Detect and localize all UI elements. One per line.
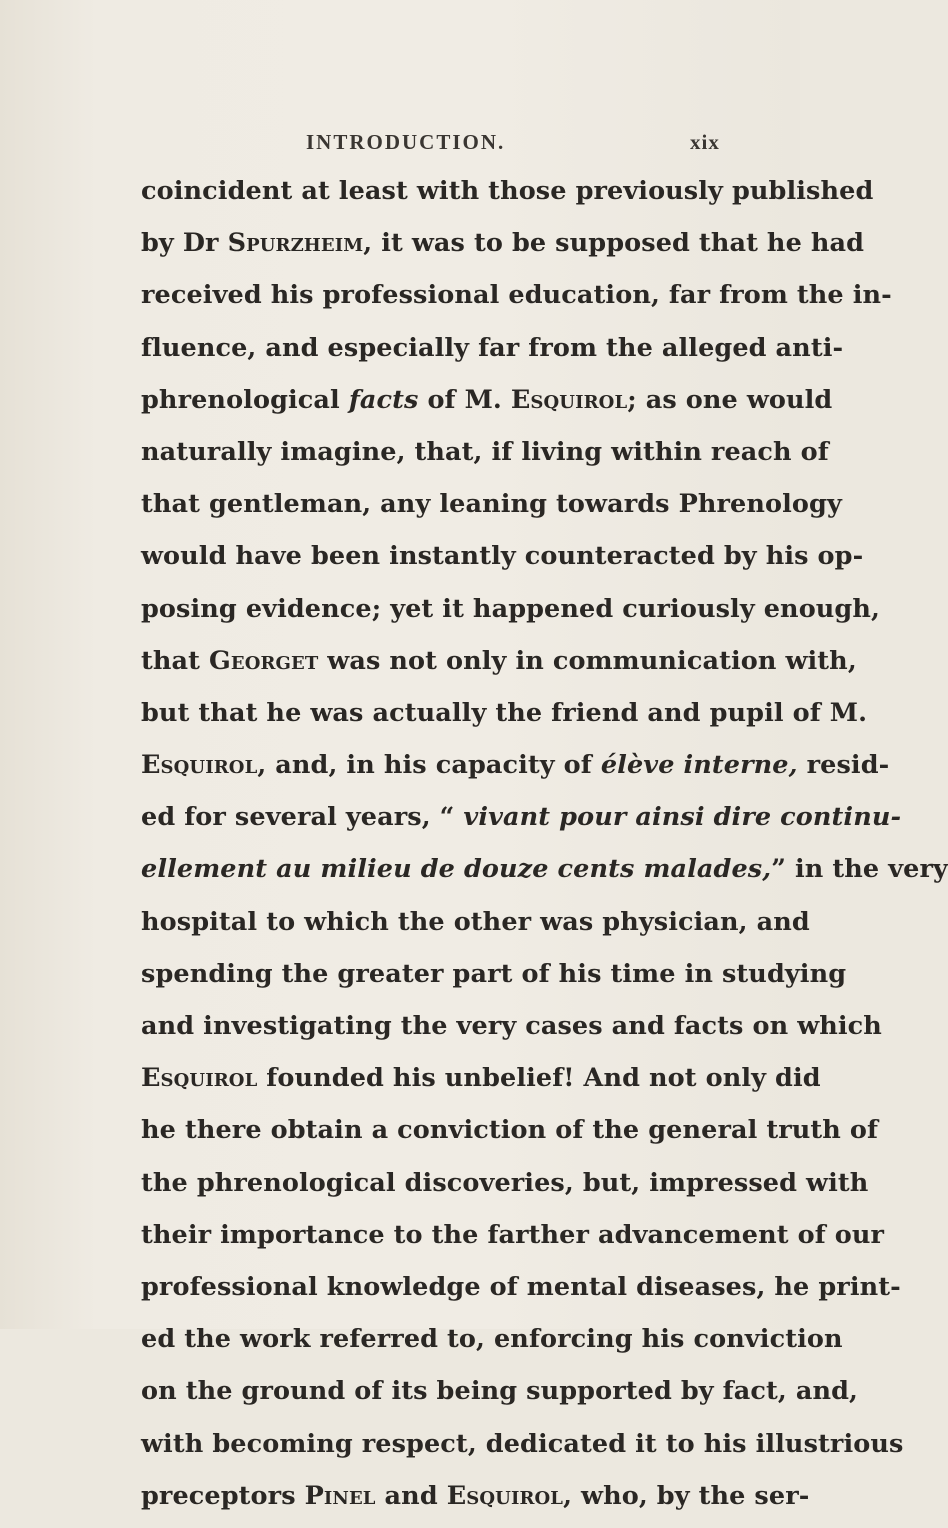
text-line: [141, 328, 844, 380]
text-segment: with becoming respect, dedicated it to his illustrious: [141, 1428, 904, 1459]
text-segment: ed for several years, “: [141, 802, 464, 833]
text-line: [141, 171, 874, 223]
small-caps-name: Georget: [209, 645, 319, 676]
text-segment: and investigating the very cases and facts on which: [141, 1011, 882, 1041]
text-segment: preceptors: [141, 1480, 305, 1511]
text-line: [141, 275, 892, 327]
text-segment: coincident at least with those previously published: [141, 176, 874, 206]
text-line: [141, 223, 865, 275]
text-segment: , it was to be supposed that he had: [363, 228, 865, 259]
text-segment: spending the greater part of his time in studying: [141, 958, 847, 989]
text-line: [141, 954, 847, 1006]
text-segment: that: [141, 645, 209, 676]
text-line: [141, 693, 868, 745]
text-line: [141, 1371, 859, 1423]
text-segment: hospital to which the other was physician, and: [141, 906, 810, 937]
text-line: [141, 1110, 879, 1162]
italic-text: élève interne,: [600, 750, 798, 781]
page-number: xix: [690, 130, 720, 154]
body-text: [141, 171, 948, 1528]
text-line: [141, 1476, 810, 1528]
text-line: [141, 1319, 843, 1371]
text-segment: professional knowledge of mental diseases, he print-: [141, 1271, 901, 1302]
text-segment: naturally imagine, that, if living within reach of: [141, 436, 829, 467]
small-caps-name: Esquirol: [446, 1480, 564, 1511]
text-segment: but that he was actually the friend and pupil of M.: [141, 697, 868, 728]
text-segment: , and, in his capacity of: [257, 750, 601, 781]
small-caps-name: Esquirol: [141, 1063, 258, 1094]
small-caps-name: Esquirol: [141, 750, 258, 781]
text-segment: he there obtain a conviction of the general truth of: [141, 1115, 879, 1146]
text-line: [141, 797, 902, 849]
text-segment: on the ground of its being supported by fact, and,: [141, 1376, 859, 1407]
text-line: [141, 536, 864, 588]
text-line: [141, 432, 829, 484]
text-line: [141, 1058, 821, 1110]
text-segment: posing evidence; yet it happened curiously enough,: [141, 593, 880, 624]
text-segment: received his professional education, far from the in-: [141, 280, 892, 311]
small-caps-name: Pinel: [304, 1480, 376, 1511]
italic-text: ellement au milieu de douze cents malades,: [141, 854, 772, 885]
text-line: [141, 484, 842, 536]
text-segment: ; as one would: [627, 384, 833, 415]
text-line: [141, 589, 880, 641]
text-line: [141, 1267, 901, 1319]
text-segment: fluence, and especially far from the alleged anti-: [141, 332, 844, 363]
text-segment: and: [375, 1480, 447, 1511]
text-line: [141, 380, 833, 432]
text-line: [141, 1215, 885, 1267]
running-head-title: INTRODUCTION.: [306, 130, 506, 154]
small-caps-name: Esquirol: [510, 384, 628, 415]
text-line: [141, 1424, 904, 1476]
text-line: [141, 1163, 869, 1215]
small-caps-name: Spurzheim: [227, 228, 364, 259]
text-line: [141, 641, 857, 693]
text-segment: , who, by the ser-: [563, 1480, 810, 1511]
text-line: [141, 849, 948, 901]
text-line: [141, 902, 810, 954]
text-segment: would have been instantly counteracted by his op-: [141, 541, 864, 572]
text-segment: ed the work referred to, enforcing his conviction: [141, 1324, 843, 1355]
running-head: [0, 108, 800, 154]
text-line: [141, 745, 890, 797]
text-segment: by Dr: [141, 228, 228, 259]
text-line: [141, 1006, 882, 1058]
italic-text: facts: [348, 384, 419, 415]
text-segment: phrenological: [141, 384, 349, 415]
text-segment: ” in the very: [771, 854, 948, 885]
text-segment: the phrenological discoveries, but, impressed with: [141, 1167, 869, 1198]
text-segment: that gentleman, any leaning towards Phrenology: [141, 489, 842, 520]
text-segment: resid-: [797, 750, 890, 781]
text-segment: their importance to the farther advancement of our: [141, 1219, 885, 1250]
text-segment: of M.: [418, 384, 511, 415]
text-segment: was not only in communication with,: [318, 645, 857, 676]
italic-text: vivant pour ainsi dire continu-: [463, 802, 902, 833]
text-segment: founded his unbelief! And not only did: [257, 1063, 821, 1094]
